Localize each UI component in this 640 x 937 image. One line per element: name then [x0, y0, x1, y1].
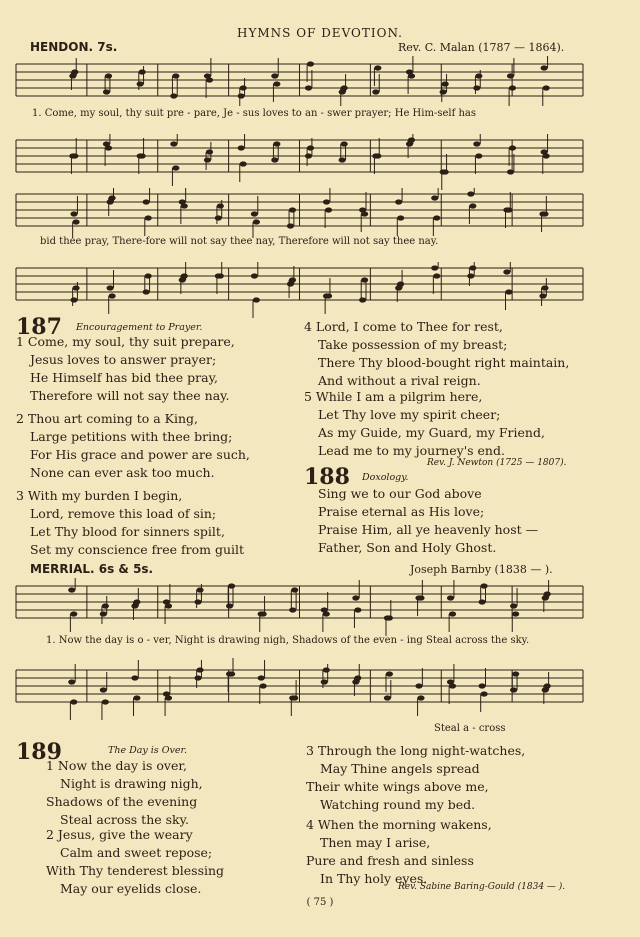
- hendon-treble-staff-2: [12, 188, 587, 238]
- note-head: [433, 215, 440, 220]
- note-head: [70, 211, 77, 216]
- note-head: [289, 607, 296, 612]
- hendon-lyric-line-2: bid thee pray, There-fore will not say thee nay, Therefore will not say thee nay.: [40, 236, 439, 247]
- note-head: [260, 683, 267, 688]
- note-head: [440, 89, 447, 94]
- note-head: [206, 77, 213, 82]
- hymn-heading-187: Encouragement to Prayer.: [76, 322, 203, 333]
- hymn-number-189: 189: [16, 739, 62, 765]
- note-head: [68, 679, 75, 684]
- note-head: [480, 691, 487, 696]
- note-head: [287, 223, 294, 228]
- note-head: [541, 285, 548, 290]
- hymn-187-attribution: Rev. J. Newton (1725 — 1807).: [427, 458, 567, 468]
- note-head: [510, 687, 517, 692]
- note-head: [217, 203, 224, 208]
- note-head: [251, 211, 258, 216]
- note-head: [384, 695, 391, 700]
- note-head: [467, 191, 474, 196]
- note-head: [307, 61, 314, 66]
- note-head: [271, 73, 278, 78]
- hymn-number-188: 188: [304, 464, 350, 490]
- note-head: [105, 73, 112, 78]
- hymn-189-verse-1: 1 Now the day is over, Night is drawing nigh, Shadows of the evening Steal across the sky.: [46, 758, 203, 827]
- note-head: [541, 211, 548, 216]
- note-head: [170, 141, 177, 146]
- note-head: [139, 69, 146, 74]
- hendon-treble-staff: [12, 56, 587, 146]
- note-head: [109, 293, 116, 298]
- note-head: [408, 73, 415, 78]
- hymn-189-verse-2: 2 Jesus, give the weary Calm and sweet repose; With Thy tenderest blessing May our eyelids close.: [46, 827, 225, 896]
- note-head: [510, 603, 517, 608]
- hendon-lyric-line-1: 1. Come, my soul, thy suit pre - pare, Je - sus loves to an - swer prayer; He Him-self has: [32, 108, 476, 119]
- note-head: [431, 265, 438, 270]
- note-head: [109, 195, 116, 200]
- note-head: [240, 85, 247, 90]
- note-head: [165, 695, 172, 700]
- note-head: [408, 137, 415, 142]
- note-head: [228, 671, 235, 676]
- note-head: [480, 583, 487, 588]
- note-head: [512, 611, 519, 616]
- note-head: [137, 81, 144, 86]
- hymn-187-verse-1: 1 Come, my soul, thy suit prepare, Jesus loves to answer prayer; He Himself has bid thee pray, Therefore will not say thee nay.: [16, 334, 235, 403]
- note-head: [105, 145, 112, 150]
- note-head: [139, 153, 146, 158]
- note-head: [145, 215, 152, 220]
- note-head: [417, 595, 424, 600]
- note-head: [70, 699, 77, 704]
- note-head: [543, 85, 550, 90]
- note-head: [354, 607, 361, 612]
- note-head: [325, 207, 332, 212]
- note-head: [271, 157, 278, 162]
- note-head: [323, 199, 330, 204]
- note-head: [449, 683, 456, 688]
- note-head: [289, 207, 296, 212]
- note-head: [253, 219, 260, 224]
- note-head: [307, 145, 314, 150]
- hymn-187-verse-2: 2 Thou art coming to a King, Large petitions with thee bring; For His grace and power are such, None can ever ask too much.: [16, 411, 250, 480]
- note-head: [100, 687, 107, 692]
- merrial-treble-staff: [12, 578, 587, 638]
- note-head: [509, 145, 516, 150]
- note-head: [512, 671, 519, 676]
- hymn-number-187: 187: [16, 314, 62, 340]
- note-head: [238, 145, 245, 150]
- note-head: [71, 69, 78, 74]
- note-head: [354, 675, 361, 680]
- note-head: [544, 591, 551, 596]
- note-head: [323, 611, 330, 616]
- note-head: [478, 599, 485, 604]
- note-head: [503, 269, 510, 274]
- note-head: [133, 695, 140, 700]
- note-head: [131, 675, 138, 680]
- note-head: [72, 219, 79, 224]
- note-head: [321, 679, 328, 684]
- note-head: [361, 277, 368, 282]
- note-head: [478, 683, 485, 688]
- note-head: [473, 141, 480, 146]
- note-head: [417, 695, 424, 700]
- hymn-188-verse: Sing we to our God above Praise eternal as His love; Praise Him, all ye heavenly host — Father, Son and Holy Ghost.: [318, 486, 539, 555]
- note-head: [194, 675, 201, 680]
- note-head: [165, 603, 172, 608]
- tune-name-hendon: HENDON. 7s.: [30, 40, 118, 54]
- note-head: [397, 281, 404, 286]
- note-head: [361, 211, 368, 216]
- note-head: [505, 289, 512, 294]
- note-head: [143, 289, 150, 294]
- note-head: [70, 297, 77, 302]
- merrial-bass-text: Steal a - cross: [434, 723, 506, 734]
- note-head: [70, 611, 77, 616]
- note-head: [475, 73, 482, 78]
- note-head: [260, 611, 267, 616]
- note-head: [397, 215, 404, 220]
- note-head: [433, 273, 440, 278]
- hendon-bass-staff-2: [12, 262, 587, 320]
- hymn-heading-188: Doxology.: [362, 472, 409, 483]
- note-head: [170, 93, 177, 98]
- note-head: [447, 595, 454, 600]
- note-head: [100, 611, 107, 616]
- note-head: [469, 203, 476, 208]
- note-head: [386, 671, 393, 676]
- composer-hendon: Rev. C. Malan (1787 — 1864).: [398, 41, 565, 54]
- note-head: [226, 603, 233, 608]
- note-head: [258, 675, 265, 680]
- note-head: [240, 161, 247, 166]
- note-head: [291, 587, 298, 592]
- note-head: [541, 65, 548, 70]
- note-head: [449, 611, 456, 616]
- note-head: [215, 215, 222, 220]
- note-head: [395, 199, 402, 204]
- note-head: [206, 149, 213, 154]
- note-head: [133, 599, 140, 604]
- note-head: [145, 273, 152, 278]
- note-head: [475, 153, 482, 158]
- note-head: [509, 85, 516, 90]
- hymn-189-verse-3: 3 Through the long night-watches, May Thine angels spread Their white wings above me, Watching round my bed.: [306, 743, 526, 812]
- note-head: [323, 667, 330, 672]
- note-head: [442, 169, 449, 174]
- note-head: [253, 297, 260, 302]
- note-head: [305, 153, 312, 158]
- merrial-bass-staff: [12, 658, 587, 724]
- note-head: [352, 595, 359, 600]
- hymn-187-verse-3: 3 With my burden I begin, Lord, remove this load of sin; Let Thy blood for sinners spilt, Set my conscience free from guilt: [16, 488, 245, 557]
- note-head: [473, 85, 480, 90]
- running-head: HYMNS OF DEVOTION.: [237, 26, 403, 40]
- note-head: [238, 93, 245, 98]
- note-head: [228, 583, 235, 588]
- hymn-heading-189: The Day is Over.: [108, 745, 187, 756]
- note-head: [102, 699, 109, 704]
- note-head: [359, 297, 366, 302]
- note-head: [372, 89, 379, 94]
- note-head: [143, 199, 150, 204]
- hymn-189-verse-4: 4 When the morning wakens, Then may I arise, Pure and fresh and sinless In Thy holy eyes.: [306, 817, 492, 886]
- note-head: [196, 587, 203, 592]
- hymn-189-attribution: Rev. Sabine Baring-Gould (1834 — ).: [398, 882, 566, 892]
- note-head: [305, 85, 312, 90]
- note-head: [194, 599, 201, 604]
- note-head: [68, 587, 75, 592]
- note-head: [172, 165, 179, 170]
- composer-merrial: Joseph Barnby (1838 — ).: [410, 563, 553, 576]
- note-head: [273, 81, 280, 86]
- note-head: [181, 203, 188, 208]
- note-head: [507, 169, 514, 174]
- note-head: [204, 157, 211, 162]
- note-head: [325, 293, 332, 298]
- note-head: [196, 667, 203, 672]
- note-head: [339, 157, 346, 162]
- note-head: [374, 153, 381, 158]
- note-head: [102, 603, 109, 608]
- note-head: [505, 207, 512, 212]
- note-head: [72, 285, 79, 290]
- note-head: [341, 85, 348, 90]
- hymn-187-verse-5: 5 While I am a pilgrim here, Let Thy love my spirit cheer; As my Guide, my Guard, my Friend, Lead me to my journey's end.: [304, 389, 545, 458]
- note-head: [172, 73, 179, 78]
- page-number: ( 75 ): [306, 897, 334, 908]
- note-head: [291, 695, 298, 700]
- note-head: [442, 81, 449, 86]
- note-head: [273, 141, 280, 146]
- note-head: [374, 65, 381, 70]
- note-head: [539, 293, 546, 298]
- note-head: [415, 683, 422, 688]
- note-head: [289, 277, 296, 282]
- note-head: [103, 89, 110, 94]
- note-head: [467, 273, 474, 278]
- note-head: [469, 265, 476, 270]
- hendon-bass-staff: [12, 134, 587, 194]
- note-head: [507, 73, 514, 78]
- note-head: [386, 615, 393, 620]
- note-head: [107, 285, 114, 290]
- note-head: [544, 683, 551, 688]
- note-head: [71, 153, 78, 158]
- note-head: [543, 153, 550, 158]
- hymn-187-verse-4: 4 Lord, I come to Thee for rest, Take possession of my breast; There Thy blood-bought right maintain, And without a rival reign.: [304, 319, 570, 388]
- note-head: [217, 273, 224, 278]
- note-head: [251, 273, 258, 278]
- note-head: [431, 195, 438, 200]
- tune-name-merrial: MERRIAL. 6s & 5s.: [30, 562, 154, 576]
- note-head: [181, 273, 188, 278]
- merrial-lyric-line: 1. Now the day is o - ver, Night is drawing nigh, Shadows of the even - ing Steal across the sky.: [46, 635, 530, 646]
- note-head: [341, 141, 348, 146]
